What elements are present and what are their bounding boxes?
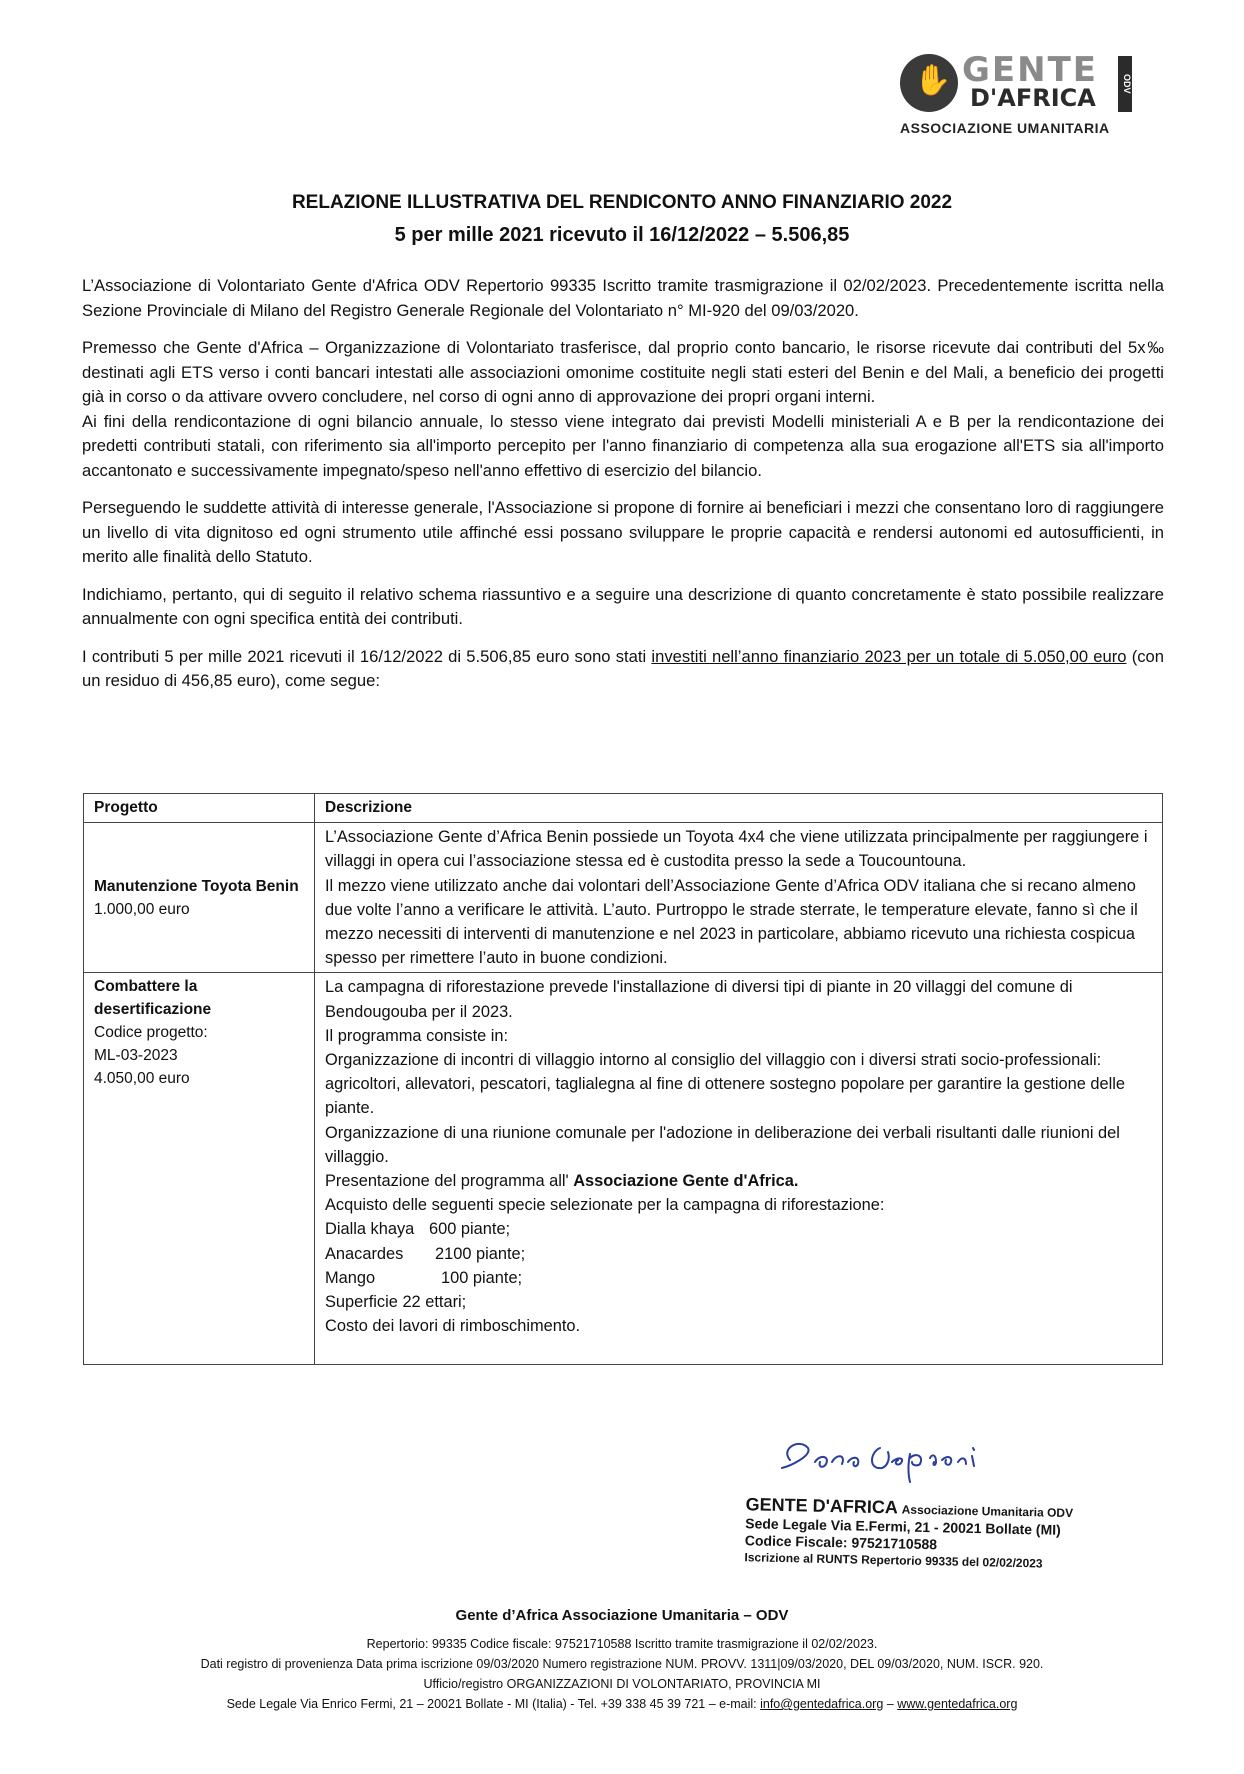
project-cell	[84, 973, 315, 1365]
species-name: Mango	[325, 1268, 376, 1287]
paragraph-2: Premesso che Gente d'Africa – Organizzazione di Volontariato trasferisce, dal proprio conto bancario, le risorse ricevute dai contributi del 5x‰ destinati agli ETS verso i conti bancari intestati alle associazioni omonime costituite negli stati esteri del Benin e del Mali, a beneficio dei progetti già in corso o da attivare ovvero concludere, nel corso di ogni anno di approvazione dei propri organi interni.	[82, 338, 1164, 406]
description-text: La campagna di riforestazione prevede l'installazione di diversi tipi di piante in 20 villaggi del comune di Bendougouba per il 2023.	[325, 978, 1073, 1021]
description-text: Acquisto delle seguenti specie selezionate per la campagna di riforestazione:	[325, 1196, 885, 1215]
description-bold: Associazione Gente d'Africa.	[573, 1172, 799, 1191]
logo	[900, 52, 1150, 142]
footer-line	[0, 1694, 1244, 1714]
logo-subtitle: ASSOCIAZIONE UMANITARIA	[900, 120, 1110, 136]
handwritten-signature	[760, 1418, 1080, 1488]
species-qty: 100 piante;	[441, 1268, 523, 1287]
document-subtitle: 5 per mille 2021 ricevuto il 16/12/2022 – 5.506,85	[394, 224, 850, 246]
description-cell	[315, 973, 1163, 1365]
description-text-start: Presentazione del programma all'	[325, 1172, 574, 1191]
species-name: Anacardes	[325, 1244, 404, 1263]
organization-stamp	[744, 1496, 1105, 1574]
paragraph-3: Ai fini della rendicontazione di ogni bilancio annuale, lo stesso viene integrato dai previsti Modelli ministeriali A e B per la rendicontazione dei predetti contributi statali, con riferimento sia all'importo percepito per l'anno finanziario di competenza alla sua erogazione all'ETS sia all'importo accantonato e successivamente impegnato/speso nell'anno effettivo di esercizio del bilancio.	[82, 411, 1164, 480]
description-text: Il programma consiste in:	[325, 1026, 509, 1045]
website-link[interactable]: www.gentedafrica.org	[897, 1697, 1018, 1711]
logo-circle	[900, 54, 958, 112]
paragraph-5: Indichiamo, pertanto, qui di seguito il relativo schema riassuntivo e a seguire una descrizione di quanto concretamente è stato possibile realizzare annualmente con ogni specifica entità dei contributi.	[82, 584, 1164, 628]
paragraph-6	[82, 645, 1164, 694]
logo-name-line1: GENTE	[962, 50, 1099, 90]
footer-title: Gente d’Africa Associazione Umanitaria – ODV	[455, 1607, 789, 1624]
footer-separator: –	[883, 1697, 898, 1711]
species-name: Dialla khaya	[325, 1220, 415, 1239]
footer-line: Ufficio/registro ORGANIZZAZIONI DI VOLONTARIATO, PROVINCIA MI	[423, 1677, 821, 1691]
project-amount: 4.050,00 euro	[94, 1070, 190, 1088]
description-text: Costo dei lavori di rimboschimento.	[325, 1317, 581, 1336]
project-title: Manutenzione Toyota Benin	[94, 877, 299, 895]
table-row	[84, 973, 1163, 1365]
hand-icon: ✋	[914, 63, 952, 98]
footer-details	[0, 1634, 1244, 1714]
project-title: Combattere la desertificazione	[94, 978, 212, 1019]
species-qty: 600 piante;	[429, 1220, 511, 1239]
logo-badge: ODV	[1118, 56, 1132, 112]
species-item	[325, 1266, 1152, 1290]
description-cell	[315, 823, 1163, 973]
footer-line: Dati registro di provenienza Data prima iscrizione 09/03/2020 Numero registrazione NUM. PROVV. 1311|09/03/2020, DEL 09/03/2020, NUM. ISCR. 920.	[200, 1657, 1044, 1671]
body-text	[82, 274, 1164, 707]
species-qty: 2100 piante;	[435, 1244, 526, 1263]
project-cell	[84, 823, 315, 973]
email-link[interactable]: info@gentedafrica.org	[760, 1697, 884, 1711]
paragraph-6-end: (con un residuo di 456,85 euro), come segue:	[82, 646, 1165, 690]
header-project: Progetto	[84, 794, 315, 823]
paragraph-4: Perseguendo le suddette attività di interesse generale, l'Associazione si propone di fornire ai beneficiari i mezzi che consentano loro di raggiungere un livello di vita dignitoso ed ogni strumento utile affinché essi possano sviluppare le proprie capacità e rendersi autonomi ed autosufficienti, in merito alle finalità dello Statuto.	[82, 498, 1164, 566]
projects-table	[83, 793, 1163, 1365]
stamp-line: Iscrizione al RUNTS Repertorio 99335 del 02/02/2023	[744, 1550, 1043, 1571]
footer-address: Sede Legale Via Enrico Fermi, 21 – 20021 Bollate - MI (Italia) - Tel. +39 338 45 39 721 – e-mail:	[226, 1697, 761, 1711]
stamp-org-name: GENTE D'AFRICA	[745, 1494, 899, 1518]
logo-name-line2: D'AFRICA	[970, 84, 1096, 112]
species-item	[325, 1217, 1152, 1241]
project-amount: 1.000,00 euro	[94, 900, 190, 918]
paragraph-6-underlined: investiti nell’anno finanziario 2023 per un totale di 5.050,00 euro	[651, 646, 1127, 666]
footer-line: Repertorio: 99335 Codice fiscale: 97521710588 Iscritto tramite trasmigrazione il 02/02/2023.	[366, 1637, 878, 1651]
description-text: L’Associazione Gente d’Africa Benin possiede un Toyota 4x4 che viene utilizzata principalmente per raggiungere i villaggi in opera cui l’associazione stessa ed è custodita presso la sede a Toucountouna.	[325, 828, 1148, 871]
project-code-label: Codice progetto:	[94, 1024, 208, 1042]
paragraph-6-start: I contributi 5 per mille 2021 ricevuti il 16/12/2022 di 5.506,85 euro sono stati	[82, 646, 652, 666]
description-text	[325, 1169, 1152, 1193]
project-code: ML-03-2023	[94, 1047, 178, 1065]
description-text: Organizzazione di incontri di villaggio intorno al consiglio del villaggio con i diversi strati socio-professionali: agricoltori, allevatori, pescatori, taglialegna al fine di ottenere sostegno popolare per garantire la gestione delle piante.	[325, 1051, 1125, 1118]
description-text: Il mezzo viene utilizzato anche dai volontari dell’Associazione Gente d’Africa ODV italiana che si recano almeno due volte l’anno a verificare le attività. L’auto. Purtroppo le strade sterrate, le temperature elevate, fanno sì che il mezzo necessiti di interventi di manutenzione e nel 2023 in particolare, abbiamo ricevuto una richiesta cospicua spesso per rimettere l’auto in buone condizioni.	[325, 876, 1138, 968]
species-item	[325, 1242, 1152, 1266]
header-description: Descrizione	[315, 794, 1163, 823]
table-row	[84, 823, 1163, 973]
description-text: Superficie 22 ettari;	[325, 1293, 467, 1312]
stamp-line: Sede Legale Via E.Fermi, 21 - 20021 Bollate (MI)	[745, 1515, 1061, 1538]
stamp-line: Codice Fiscale: 97521710588	[744, 1532, 938, 1553]
stamp-org-type: Associazione Umanitaria ODV	[901, 1502, 1074, 1521]
paragraph-1: L’Associazione di Volontariato Gente d'Africa ODV Repertorio 99335 Iscritto tramite trasmigrazione il 02/02/2023. Precedentemente iscritta nella Sezione Provinciale di Milano del Registro Generale Regionale del Volontariato n° MI-920 del 09/03/2020.	[82, 276, 1164, 320]
document-title: RELAZIONE ILLUSTRATIVA DEL RENDICONTO ANNO FINANZIARIO 2022	[291, 192, 953, 213]
table-header-row	[84, 794, 1163, 823]
description-text: Organizzazione di una riunione comunale per l'adozione in deliberazione dei verbali risultanti dalle riunioni del villaggio.	[325, 1123, 1120, 1166]
